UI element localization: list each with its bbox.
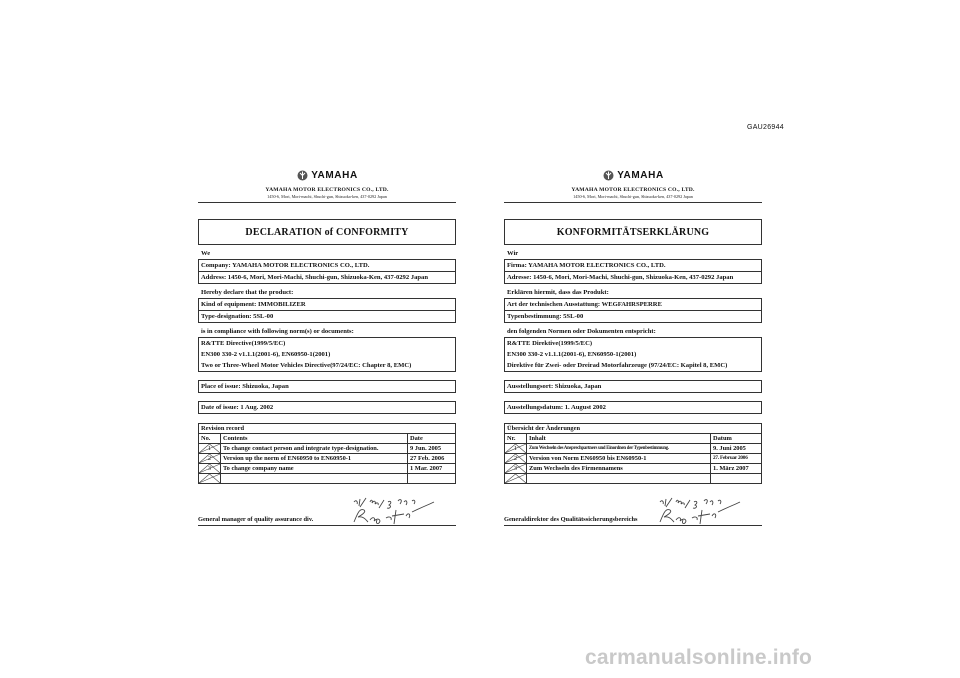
signature-block [504,496,762,526]
equipment-line: Kind of equipment: IMMOBILIZER [201,301,306,308]
revision-record [504,423,762,484]
date-box [504,401,762,414]
empty-cell [527,474,711,484]
yamaha-logo [504,168,762,182]
declare-label: Erklären hiermit, dass das Produkt: [507,289,609,296]
revision-title: Revision record [199,424,456,434]
norm-line: Two or Three-Wheel Motor Vehicles Directive(97/24/EC: Chapter 8, EMC) [201,362,412,369]
revision-number: 3 [208,466,211,472]
address-line: Adresse: 1450-6, Mori, Mori-Machi, Shuchi-gun, Shizuoka-Ken, 437-0292 Japan [505,271,761,283]
address-line: Address: 1450-6, Mori, Mori-Machi, Shuchi-gun, Shizuoka-Ken, 437-0292 Japan [199,271,455,283]
revision-content: To change company name [221,464,408,474]
norm-line: EN300 330-2 v1.1.1(2001-6), EN60950-1(2001) [201,351,331,358]
table-row [505,474,762,484]
document-title: KONFORMITÄTSERKLÄRUNG [504,219,762,245]
compliance-label: den folgenden Normen oder Dokumenten entspricht: [507,328,656,335]
watermark: carmanualsonline.info [585,646,813,669]
revision-content: Version von Norm EN60950 bis EN60950-1 [527,454,711,464]
declare-label: Hereby declare that the product: [201,289,294,296]
type-line: Type-designation: 5SL-00 [199,310,455,322]
issue-date-line: Date of issue: 1 Aug. 2002 [201,404,274,411]
norm-line: R&TTE Direktive(1999/5/EC) [507,340,593,347]
equipment-line: Art der technischen Ausstattung: WEGFAHRSPERRE [507,301,662,308]
empty-cell [408,474,456,484]
revision-content: Version up the norm of EN60950 to EN60950-1 [221,454,408,464]
table-row [505,464,762,474]
company-name: YAMAHA MOTOR ELECTRONICS CO., LTD. [265,187,389,193]
revision-content: Zum Wechseln des Ansprechpartners und Einordnen der Typenbestimmung. [527,444,711,454]
place-line: Place of issue: Shizuoka, Japan [201,383,289,390]
we-label: Wir [507,250,519,257]
product-box [504,298,762,323]
col-date-header: Date [408,434,456,444]
revision-content: Zum Wechseln des Firmennamens [527,464,711,474]
company-address: 1450-6, Mori, Mori-machi, Shuchi-gun, Shizuoka-ken, 437-0292 Japan [267,194,387,199]
company-name: YAMAHA MOTOR ELECTRONICS CO., LTD. [571,187,695,193]
header-divider [198,202,456,203]
brand-name: YAMAHA [311,169,358,181]
norm-line: Direktive für Zwei- oder Dreirad Motorfahrzeuge (97/24/EC: Kapitel 8, EMC) [507,362,728,369]
revision-number-cell [505,444,527,454]
declaration-english [198,168,456,526]
col-no-header: No. [199,434,221,444]
empty-number-cell [199,474,221,484]
empty-cell [711,474,762,484]
revision-date: 27. Februar 2006 [711,454,762,464]
table-row [199,464,456,474]
handwritten-signature [652,496,744,526]
revision-number-cell [199,444,221,454]
compliance-label: is in compliance with following norm(s) or documents: [201,328,354,335]
norms-box [198,337,456,372]
col-no-header: Nr. [505,434,527,444]
revision-date: 1 Mar. 2007 [408,464,456,474]
tuning-fork-logo-icon [602,170,614,181]
revision-number: 1 [208,446,211,452]
signature-block [198,496,456,526]
revision-date: 1. März 2007 [711,464,762,474]
table-row [199,454,456,464]
revision-number: 2 [514,456,517,462]
handwritten-signature [346,496,438,526]
brand-name: YAMAHA [617,169,664,181]
document-title: DECLARATION of CONFORMITY [198,219,456,245]
col-contents-header: Contents [221,434,408,444]
revision-date: 9 Jun. 2005 [408,444,456,454]
place-box [504,380,762,393]
revision-record [198,423,456,484]
revision-number-cell [199,454,221,464]
empty-cell [221,474,408,484]
revision-number: 3 [514,466,517,472]
we-label: We [201,250,211,257]
revision-title: Übersicht der Änderungen [505,424,762,434]
norm-line: EN300 330-2 v1.1.1(2001-6), EN60950-1(2001) [507,351,637,358]
company-box [198,259,456,284]
norms-box [504,337,762,372]
table-row [199,444,456,454]
revision-content: To change contact person and integrate type-designation. [221,444,408,454]
revision-number-cell [505,464,527,474]
empty-number-cell [505,474,527,484]
company-address: 1450-6, Mori, Mori-machi, Shuchi-gun, Shizuoka-ken, 437-0292 Japan [573,194,693,199]
table-row [505,454,762,464]
signer-title: Generaldirektor des Qualitätssicherungsbereichs [504,516,638,523]
revision-number-cell [199,464,221,474]
tuning-fork-logo-icon [296,170,308,181]
header-divider [504,202,762,203]
yamaha-logo [198,168,456,182]
declaration-german [504,168,762,526]
company-box [504,259,762,284]
type-line: Typenbestimmung: 5SL-00 [505,310,761,322]
issue-date-line: Ausstellungsdatum: 1. August 2002 [507,404,606,411]
col-date-header: Datum [711,434,762,444]
table-row [199,474,456,484]
place-box [198,380,456,393]
signature-line [504,525,762,526]
col-contents-header: Inhalt [527,434,711,444]
product-box [198,298,456,323]
revision-number: 1 [514,446,517,452]
document-code: GAU26944 [746,124,784,131]
signer-title: General manager of quality assurance div. [198,516,314,523]
date-box [198,401,456,414]
revision-number: 2 [208,456,211,462]
norm-line: R&TTE Directive(1999/5/EC) [201,340,286,347]
place-line: Ausstellungsort: Shizuoka, Japan [507,383,602,390]
revision-date: 27 Feb. 2006 [408,454,456,464]
revision-date: 9. Juni 2005 [711,444,762,454]
revision-number-cell [505,454,527,464]
table-row [505,444,762,454]
company-line: Firma: YAMAHA MOTOR ELECTRONICS CO., LTD. [507,262,666,269]
company-line: Company: YAMAHA MOTOR ELECTRONICS CO., LTD. [201,262,370,269]
signature-line [198,525,456,526]
